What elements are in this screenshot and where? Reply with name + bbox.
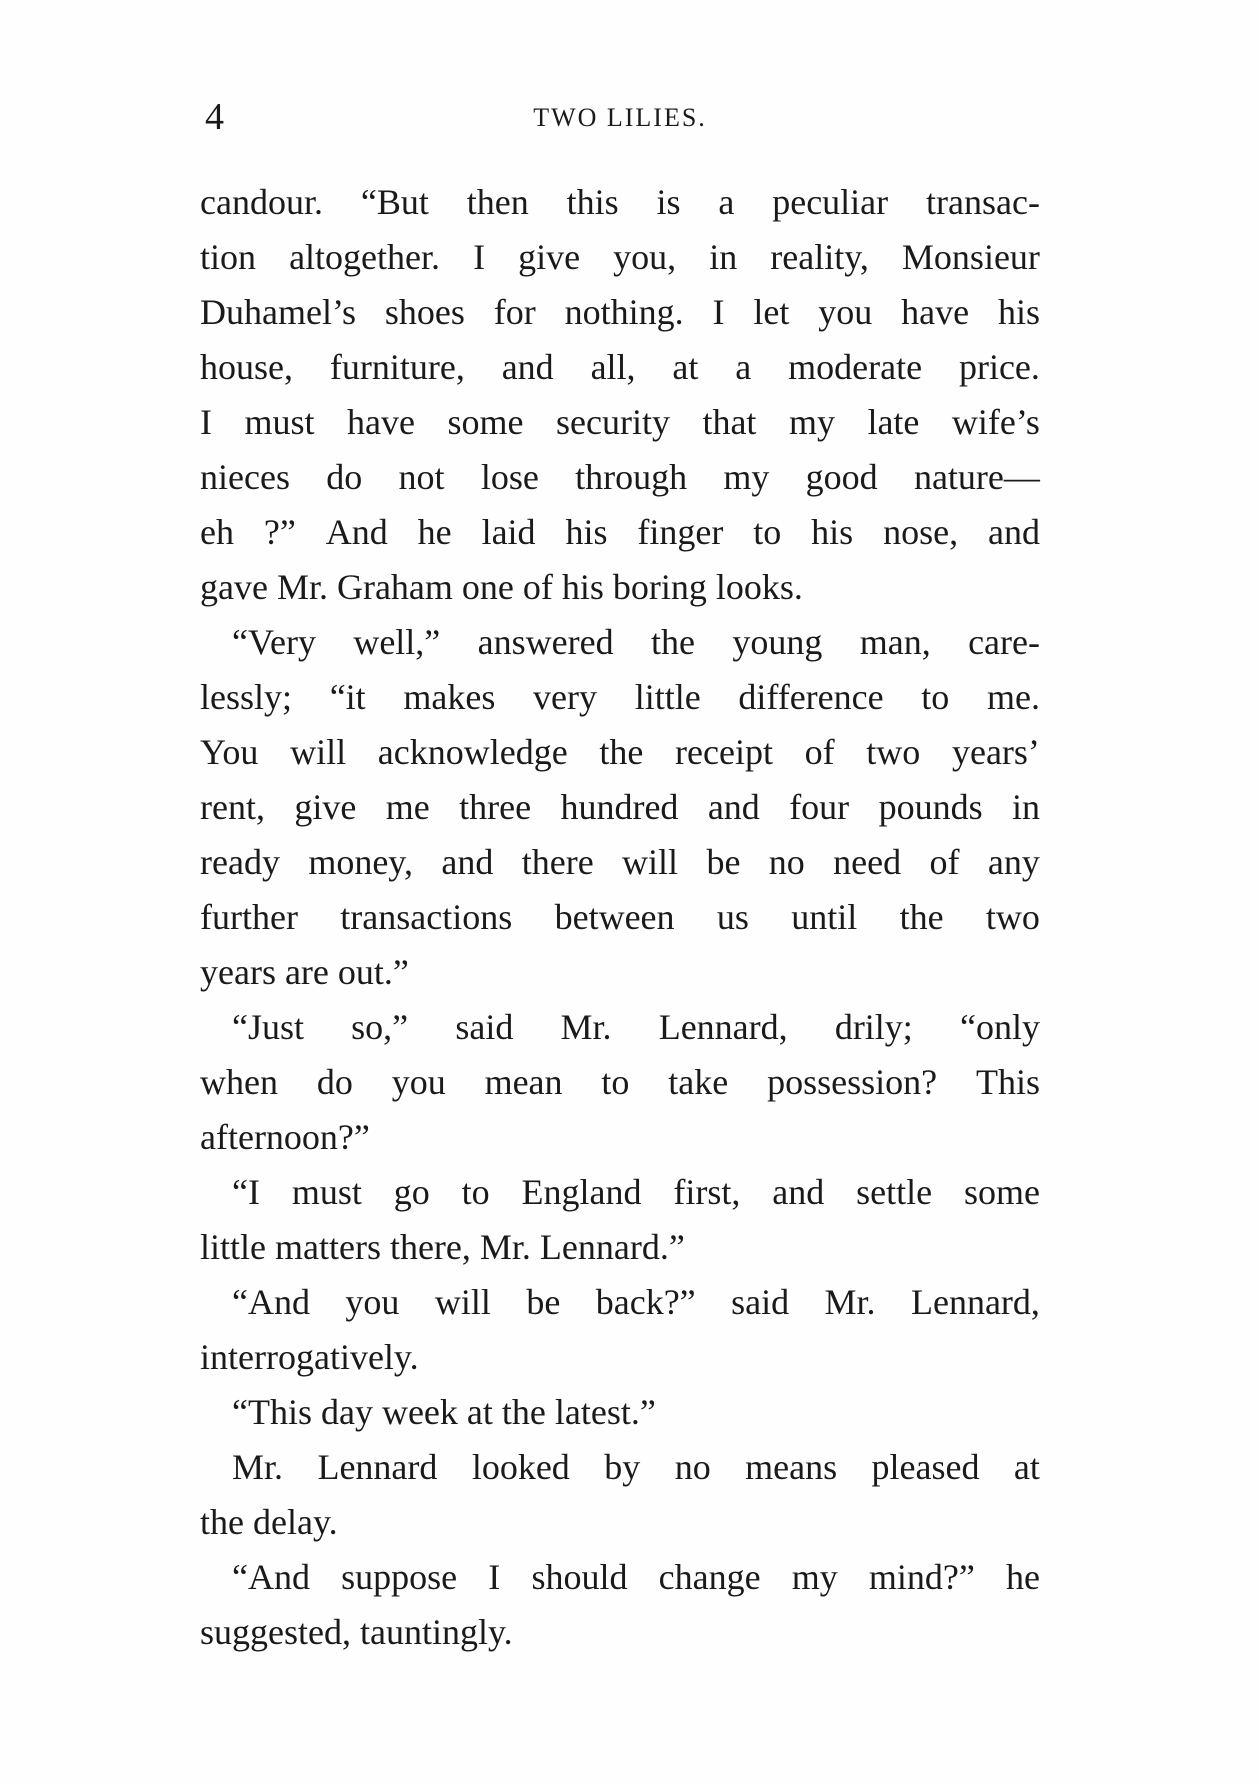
text-line: further transactions between us until the two (200, 897, 1040, 937)
text-line: “And you will be back?” said Mr. Lennard, (232, 1282, 1040, 1322)
text-line: “Just so,” said Mr. Lennard, drily; “only (232, 1007, 1040, 1047)
page-number: 4 (205, 96, 224, 138)
text-line: nieces do not lose through my good nature— (200, 457, 1040, 497)
text-line: little matters there, Mr. Lennard.” (200, 1227, 685, 1267)
text-line: rent, give me three hundred and four pounds in (200, 787, 1040, 827)
text-line: gave Mr. Graham one of his boring looks. (200, 567, 803, 607)
text-line: afternoon?” (200, 1117, 370, 1157)
running-head: TWO LILIES. (533, 103, 707, 132)
body-text (200, 175, 1040, 1660)
text-line: “This day week at the latest.” (232, 1392, 656, 1432)
text-line: the delay. (200, 1502, 338, 1542)
text-line: “And suppose I should change my mind?” he (232, 1557, 1040, 1597)
text-line: interrogatively. (200, 1337, 419, 1377)
text-line: I must have some security that my late wife’s (200, 402, 1040, 442)
text-line: candour. “But then this is a peculiar transac- (200, 182, 1040, 222)
text-line: “Very well,” answered the young man, care- (232, 622, 1040, 662)
text-line: lessly; “it makes very little difference to me. (200, 677, 1040, 717)
text-line: eh ?” And he laid his finger to his nose, and (200, 512, 1040, 552)
text-line: ready money, and there will be no need of any (200, 842, 1040, 882)
text-line: Duhamel’s shoes for nothing. I let you have his (200, 292, 1040, 332)
page-header (205, 92, 1035, 142)
text-line: when do you mean to take possession? This (200, 1062, 1040, 1102)
text-line: suggested, tauntingly. (200, 1612, 513, 1652)
text-line: house, furniture, and all, at a moderate price. (200, 347, 1040, 387)
text-line: You will acknowledge the receipt of two years’ (200, 732, 1040, 772)
text-line: Mr. Lennard looked by no means pleased at (232, 1447, 1040, 1487)
text-line: tion altogether. I give you, in reality, Monsieur (200, 237, 1040, 277)
text-line: “I must go to England first, and settle some (232, 1172, 1040, 1212)
text-line: years are out.” (200, 952, 409, 992)
